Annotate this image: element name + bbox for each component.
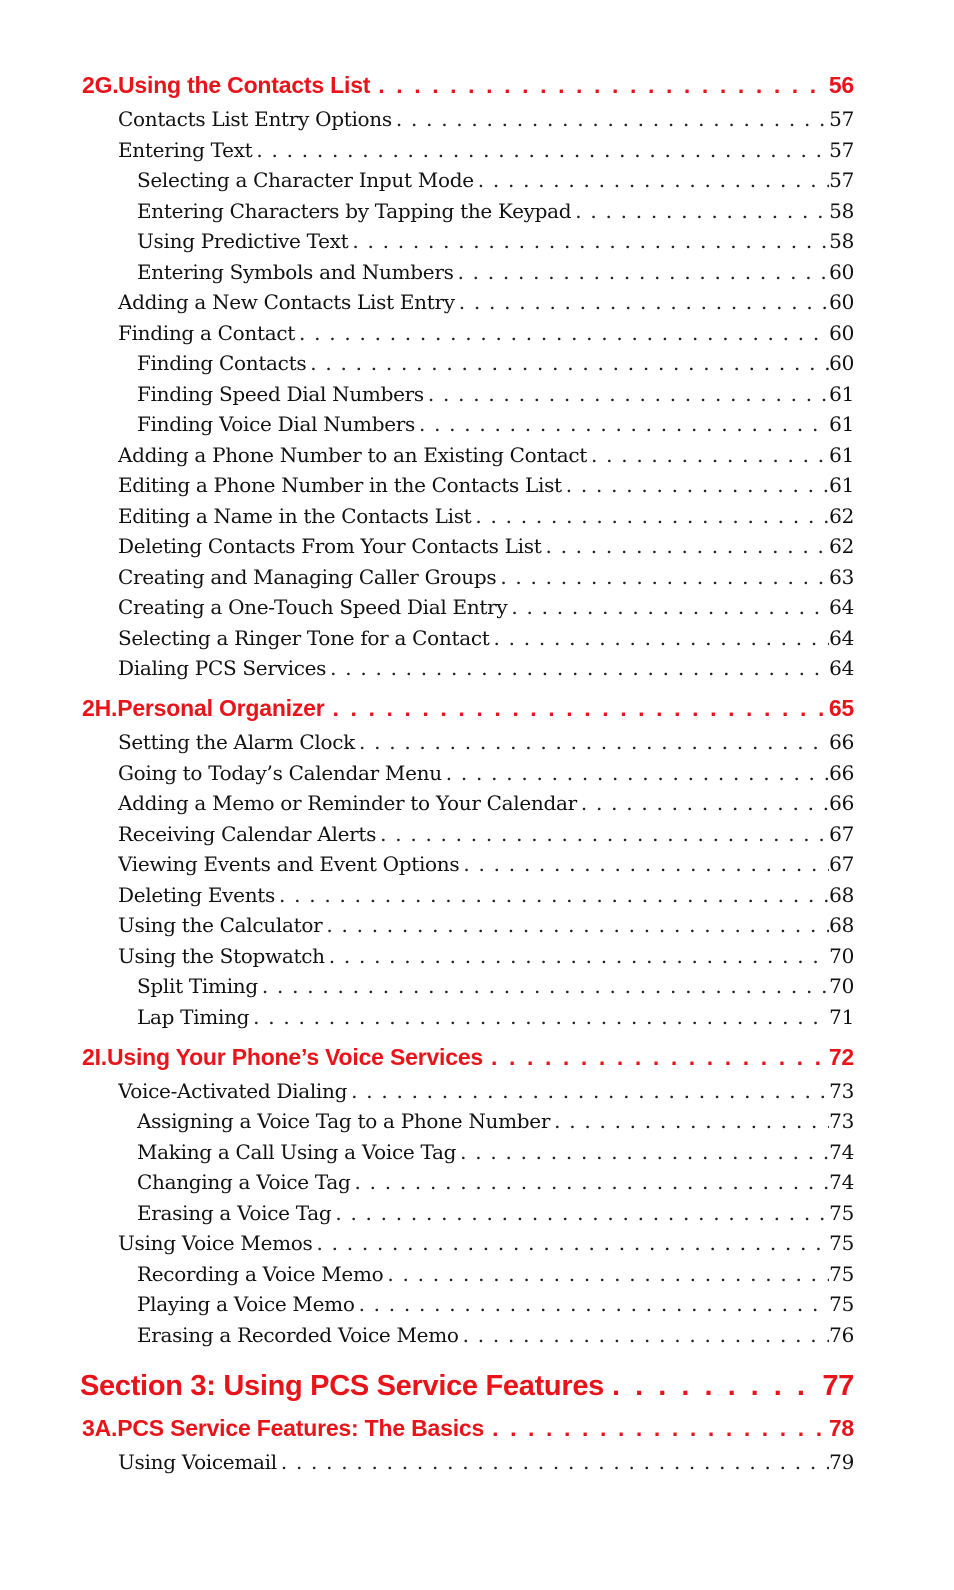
dot-leader [562, 473, 829, 497]
toc-entry-title: Voice-Activated Dialing [118, 1078, 348, 1103]
dot-leader [325, 944, 829, 968]
toc-entry [118, 504, 854, 528]
toc-entry [118, 822, 854, 846]
dot-leader [459, 1323, 830, 1347]
page-number: 60 [829, 259, 854, 284]
toc-entry-title: Adding a New Contacts List Entry [118, 290, 455, 314]
toc-entry [137, 1109, 854, 1133]
toc-entry [137, 1140, 854, 1164]
toc-entry [118, 321, 854, 345]
toc-entry-title: Going to Today’s Calendar Menu [118, 760, 442, 785]
toc-entry-title: Split Timing [137, 974, 258, 998]
toc-entry-title: Editing a Name in the Contacts List [118, 503, 472, 528]
toc-entry [118, 1450, 854, 1474]
dot-leader [326, 656, 829, 680]
toc-entry-title: Viewing Events and Event Options [118, 852, 460, 876]
page-number: 77 [822, 1369, 854, 1402]
page-number: 57 [829, 137, 854, 162]
toc-entry-title: Using Your Phone’s Voice Services [106, 1043, 484, 1070]
toc-entry [137, 1201, 854, 1225]
toc-entry [137, 974, 854, 998]
page-number: 61 [829, 381, 854, 406]
toc-entry-title: Using Voicemail [118, 1449, 277, 1474]
toc-entry-title: Finding a Contact [118, 320, 295, 345]
dot-leader [454, 260, 830, 284]
page-number: 58 [829, 229, 854, 253]
chapter-number: 2H. [82, 695, 118, 721]
toc-entry [137, 1262, 854, 1286]
toc-entry-title: Changing a Voice Tag [137, 1170, 351, 1194]
toc-entry [137, 229, 854, 253]
dot-leader [455, 290, 829, 314]
toc-entry-title: Setting the Alarm Clock [118, 730, 355, 754]
dot-leader [484, 1415, 829, 1442]
dot-leader [459, 852, 829, 876]
dot-leader [471, 504, 829, 528]
page-number: 61 [829, 412, 854, 436]
dot-leader [541, 534, 829, 558]
toc-section-heading [80, 1370, 854, 1403]
dot-leader [383, 1262, 829, 1286]
dot-leader [249, 1005, 829, 1029]
page-number: 61 [829, 473, 854, 497]
dot-leader [348, 229, 829, 253]
toc-entry-title: Creating a One-Touch Speed Dial Entry [118, 595, 508, 619]
dot-leader [490, 626, 830, 650]
toc-entry-title: Receiving Calendar Alerts [118, 821, 377, 846]
dot-leader [442, 761, 829, 785]
toc-entry [118, 656, 854, 680]
toc-entry-title: Deleting Contacts From Your Contacts List [118, 534, 542, 558]
toc-entry-title: Creating and Managing Caller Groups [118, 564, 497, 589]
toc-entry-title: Playing a Voice Memo [137, 1292, 355, 1316]
page-number: 61 [829, 442, 854, 467]
toc-chapter-heading [82, 1044, 854, 1071]
toc-entry [118, 944, 854, 968]
toc-entry [137, 351, 854, 375]
toc-entry-title: Entering Characters by Tapping the Keypad [137, 198, 572, 223]
toc-entry-title: Adding a Memo or Reminder to Your Calendar [118, 791, 577, 815]
dot-leader [350, 1170, 829, 1194]
page-number: 57 [829, 168, 854, 192]
page-number: 79 [829, 1449, 854, 1474]
toc-entry [137, 199, 854, 223]
toc-entry [137, 1292, 854, 1316]
toc-entry [118, 534, 854, 558]
toc-entry-title: Selecting a Ringer Tone for a Contact [118, 625, 490, 650]
page-number: 70 [829, 943, 854, 968]
toc-entry-title: Entering Symbols and Numbers [137, 259, 454, 284]
page-number: 70 [829, 974, 854, 998]
toc-entry-title: Using the Stopwatch [118, 943, 325, 968]
dot-leader [424, 382, 829, 406]
toc-entry-title: Finding Voice Dial Numbers [137, 412, 415, 436]
toc-entry [137, 382, 854, 406]
toc-entry-title: Lap Timing [137, 1004, 250, 1029]
dot-leader [483, 1044, 829, 1071]
toc-entry [118, 626, 854, 650]
page-number: 72 [828, 1043, 854, 1070]
toc-entry [137, 1005, 854, 1029]
dot-leader [355, 1292, 830, 1316]
toc-entry [118, 852, 854, 876]
toc-entry-title: Making a Call Using a Voice Tag [137, 1139, 457, 1164]
page-number: 67 [829, 821, 854, 846]
toc-entry-title: Erasing a Voice Tag [137, 1200, 332, 1225]
toc-entry-title: Assigning a Voice Tag to a Phone Number [137, 1109, 551, 1133]
page-number: 60 [829, 351, 854, 375]
toc-entry [137, 168, 854, 192]
toc-entry [118, 443, 854, 467]
toc-entry [118, 565, 854, 589]
toc-entry-title: Contacts List Entry Options [118, 107, 392, 131]
dot-leader [347, 1079, 829, 1103]
dot-leader [496, 565, 829, 589]
dot-leader [550, 1109, 829, 1133]
dot-leader [415, 412, 829, 436]
page-number: 60 [829, 320, 854, 345]
page-number: 63 [829, 564, 854, 589]
page-number: 68 [829, 913, 854, 937]
page-number: 73 [829, 1109, 854, 1133]
page-number: 75 [829, 1231, 854, 1255]
toc-entry-title: Personal Organizer [117, 695, 325, 721]
toc-entry-title: Dialing PCS Services [118, 656, 327, 680]
toc-entry-title: PCS Service Features: The Basics [117, 1414, 485, 1441]
dot-leader [306, 351, 829, 375]
toc-entry [137, 260, 854, 284]
dot-leader [275, 883, 829, 907]
page-number: 58 [829, 198, 854, 223]
page-number: 60 [829, 290, 854, 314]
dot-leader [258, 974, 829, 998]
page-number: 76 [829, 1322, 854, 1347]
toc-entry-title: Using Predictive Text [137, 229, 349, 253]
toc-entry [118, 290, 854, 314]
dot-leader [507, 595, 829, 619]
page-number: 75 [829, 1261, 854, 1286]
toc-entry [137, 1323, 854, 1347]
page-number: 62 [829, 503, 854, 528]
page-number: 67 [829, 852, 854, 876]
chapter-number: 3A. [82, 1414, 118, 1441]
page-number: 57 [829, 107, 854, 131]
dot-leader [571, 199, 829, 223]
dot-leader [312, 1231, 829, 1255]
toc-entry-title: Selecting a Character Input Mode [137, 168, 474, 192]
toc-entry-title: Editing a Phone Number in the Contacts List [118, 473, 562, 497]
toc-entry [118, 1079, 854, 1103]
toc-entry [118, 473, 854, 497]
page-number: 78 [828, 1414, 854, 1441]
toc-chapter-heading [82, 1415, 854, 1442]
toc-entry [137, 412, 854, 436]
toc-entry-title: Using Voice Memos [118, 1231, 313, 1255]
toc-entry [118, 138, 854, 162]
dot-leader [252, 138, 829, 162]
dot-leader [322, 913, 829, 937]
page-number: 66 [829, 730, 854, 754]
toc-entry [118, 595, 854, 619]
page-number: 56 [828, 72, 854, 98]
dot-leader [456, 1140, 829, 1164]
page-number: 64 [829, 656, 854, 680]
toc-entry [118, 913, 854, 937]
toc-entry-title: Deleting Events [118, 882, 275, 907]
toc-entry-title: Adding a Phone Number to an Existing Contact [118, 442, 587, 467]
dot-leader [376, 822, 829, 846]
toc-entry-title: Section 3: Using PCS Service Features [80, 1369, 604, 1402]
chapter-number: 2G. [82, 72, 119, 98]
dot-leader [474, 168, 829, 192]
toc-entry [118, 761, 854, 785]
page-number: 74 [829, 1170, 854, 1194]
toc-entry-title: Finding Speed Dial Numbers [137, 381, 424, 406]
dot-leader [577, 791, 829, 815]
toc-entry-title: Erasing a Recorded Voice Memo [137, 1322, 459, 1347]
toc-entry-title: Using the Contacts List [118, 72, 371, 98]
toc-entry-title: Finding Contacts [137, 351, 307, 375]
toc-entry [118, 883, 854, 907]
toc-entry [118, 791, 854, 815]
toc-chapter-heading [82, 695, 854, 722]
dot-leader [325, 695, 829, 722]
toc-chapter-heading [82, 72, 854, 99]
toc-entry-title: Recording a Voice Memo [137, 1261, 384, 1286]
page-number: 65 [828, 695, 854, 721]
toc-entry [118, 730, 854, 754]
toc-entry-title: Entering Text [118, 137, 253, 162]
toc-entry-title: Using the Calculator [118, 913, 323, 937]
page-number: 74 [829, 1139, 854, 1164]
toc-entry [137, 1170, 854, 1194]
dot-leader [277, 1450, 829, 1474]
page-number: 66 [829, 791, 854, 815]
page-number: 71 [829, 1004, 854, 1029]
dot-leader [355, 730, 829, 754]
dot-leader [295, 321, 829, 345]
dot-leader [392, 107, 829, 131]
dot-leader [604, 1370, 822, 1403]
page-number: 68 [829, 882, 854, 907]
toc-entry [118, 107, 854, 131]
dot-leader [331, 1201, 829, 1225]
page-number: 73 [829, 1078, 854, 1103]
toc-entry [118, 1231, 854, 1255]
dot-leader [370, 72, 829, 99]
page-number: 75 [829, 1200, 854, 1225]
chapter-number: 2I. [82, 1043, 107, 1070]
dot-leader [587, 443, 829, 467]
page-number: 66 [829, 760, 854, 785]
page-number: 64 [829, 595, 854, 619]
page-number: 75 [829, 1292, 854, 1316]
page-number: 62 [829, 534, 854, 558]
page-number: 64 [829, 625, 854, 650]
